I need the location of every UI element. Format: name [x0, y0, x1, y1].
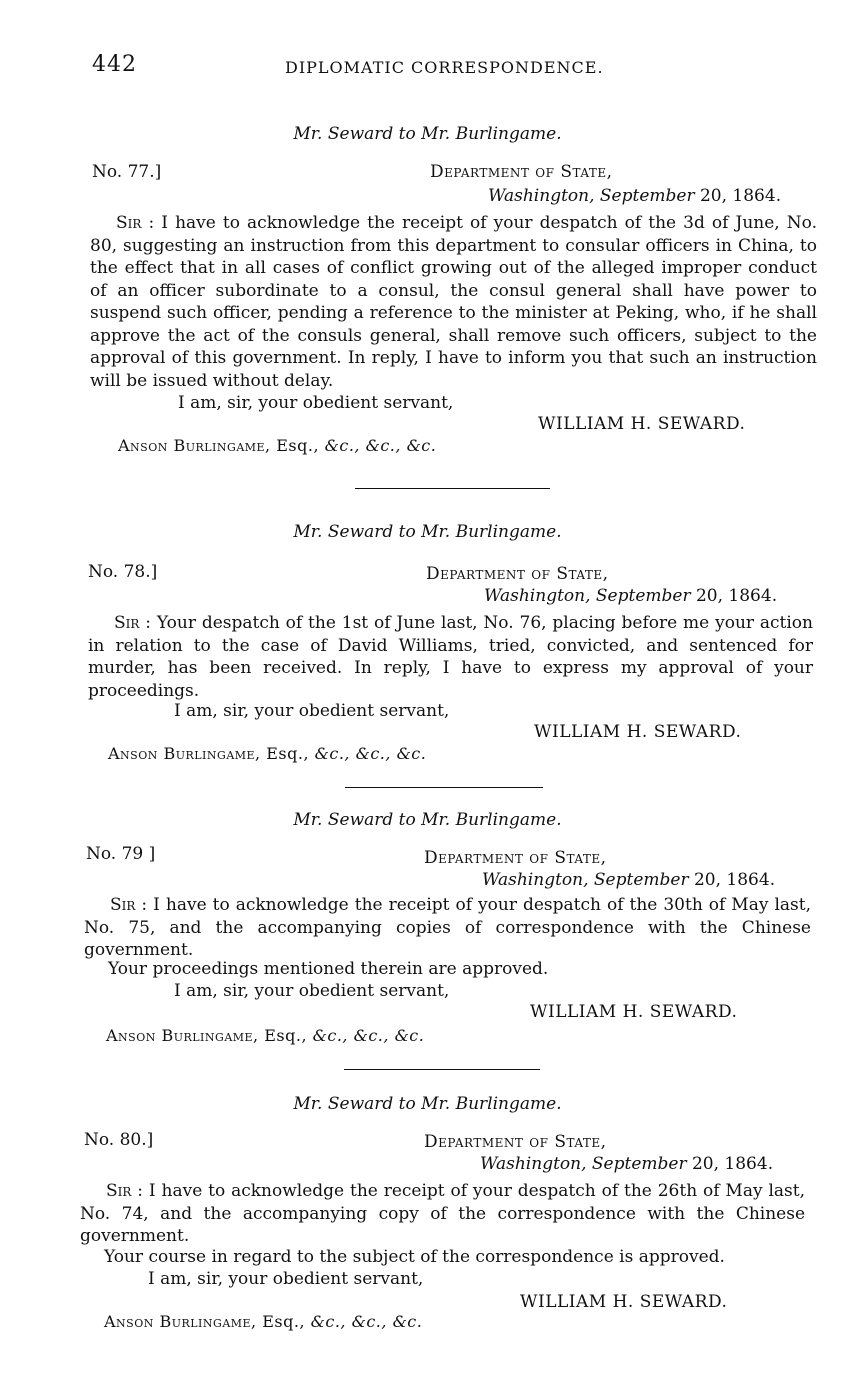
- despatch-number: No. 79 ]: [86, 844, 156, 864]
- salutation: Sir :: [114, 613, 152, 633]
- addressee-etc: &c., &c., &c.: [324, 436, 437, 455]
- letter-heading: Mr. Seward to Mr. Burlingame.: [293, 1094, 562, 1114]
- addressee-line: [106, 1026, 424, 1045]
- addressee-line: [118, 436, 436, 455]
- addressee-name: Anson Burlingame,: [106, 1026, 259, 1045]
- letter-body: [80, 1180, 805, 1248]
- addressee-esq: Esq.,: [276, 436, 320, 455]
- addressee-line: [108, 744, 426, 763]
- department-line: Department of State,: [424, 848, 607, 868]
- addressee-name: Anson Burlingame,: [108, 744, 261, 763]
- running-title: DIPLOMATIC CORRESPONDENCE.: [285, 58, 604, 77]
- page-header: [92, 52, 815, 84]
- signature: WILLIAM H. SEWARD.: [520, 1292, 728, 1312]
- body-text: Your despatch of the 1st of June last, No. 76, placing before me your action in relation to the case of David Williams, tried, convicted, and sentenced for murder, has been received. In reply, I have to express my approval of your proceedings.: [88, 613, 813, 701]
- department-line: Department of State,: [426, 564, 609, 584]
- addressee-esq: Esq.,: [262, 1312, 306, 1331]
- letter-heading: Mr. Seward to Mr. Burlingame.: [293, 522, 562, 542]
- letter-heading: Mr. Seward to Mr. Burlingame.: [293, 810, 562, 830]
- closing: I am, sir, your obedient servant,: [148, 1269, 424, 1289]
- place-date-line: [484, 586, 777, 606]
- date-year: 20, 1864.: [693, 870, 776, 890]
- addressee-etc: &c., &c., &c.: [310, 1312, 423, 1331]
- addressee-name: Anson Burlingame,: [104, 1312, 257, 1331]
- section-divider: [345, 787, 543, 788]
- body-text: I have to acknowledge the receipt of your despatch of the 26th of May last, No. 74, and the accompanying copy of the correspondence with the Chinese government.: [80, 1181, 805, 1246]
- addressee-etc: &c., &c., &c.: [312, 1026, 425, 1045]
- letter-body: [90, 212, 817, 392]
- addressee-esq: Esq.,: [264, 1026, 308, 1045]
- date-year: 20, 1864.: [695, 586, 778, 606]
- salutation: Sir :: [106, 1181, 144, 1201]
- place: Washington, September: [480, 1154, 687, 1174]
- place: Washington, September: [488, 186, 695, 206]
- closing: I am, sir, your obedient servant,: [178, 393, 454, 413]
- place-date-line: [482, 870, 775, 890]
- place-date-line: [488, 186, 781, 206]
- approval-line: Your proceedings mentioned therein are approved.: [108, 959, 549, 979]
- despatch-number: No. 77.]: [92, 162, 162, 182]
- closing: I am, sir, your obedient servant,: [174, 701, 450, 721]
- despatch-number: No. 80.]: [84, 1130, 154, 1150]
- place-date-line: [480, 1154, 773, 1174]
- addressee-etc: &c., &c., &c.: [314, 744, 427, 763]
- place: Washington, September: [484, 586, 691, 606]
- body-text: I have to acknowledge the receipt of your despatch of the 3d of June, No. 80, suggesting an instruction from this department to consular officers in China, to the effect that in all cases of conflict growing out of the alleged improper conduct of an officer subordinate to a consul, the consul general shall have power to suspend such officer, pending a reference to the minister at Peking, who, if he shall approve the act of the consuls general, shall remove such officers, subject to the approval of this government. In reply, I have to inform you that such an instruction will be issued without delay.: [90, 213, 817, 391]
- section-divider: [355, 488, 550, 489]
- despatch-number: No. 78.]: [88, 562, 158, 582]
- section-divider: [344, 1069, 540, 1070]
- salutation: Sir :: [110, 895, 148, 915]
- signature: WILLIAM H. SEWARD.: [538, 414, 746, 434]
- signature: WILLIAM H. SEWARD.: [530, 1002, 738, 1022]
- page-number: 442: [92, 52, 137, 77]
- place: Washington, September: [482, 870, 689, 890]
- department-line: Department of State,: [424, 1132, 607, 1152]
- salutation: Sir :: [116, 213, 155, 233]
- body-text: I have to acknowledge the receipt of your despatch of the 30th of May last, No. 75, and the accompanying copies of correspondence with the Chinese government.: [84, 895, 811, 960]
- approval-line: Your course in regard to the subject of the correspondence is approved.: [104, 1247, 725, 1267]
- addressee-name: Anson Burlingame,: [118, 436, 271, 455]
- date-year: 20, 1864.: [691, 1154, 774, 1174]
- closing: I am, sir, your obedient servant,: [174, 981, 450, 1001]
- addressee-esq: Esq.,: [266, 744, 310, 763]
- department-line: Department of State,: [430, 162, 613, 182]
- letter-body: [84, 894, 811, 962]
- addressee-line: [104, 1312, 422, 1331]
- signature: WILLIAM H. SEWARD.: [534, 722, 742, 742]
- letter-body: [88, 612, 813, 702]
- letter-heading: Mr. Seward to Mr. Burlingame.: [293, 124, 562, 144]
- date-year: 20, 1864.: [699, 186, 782, 206]
